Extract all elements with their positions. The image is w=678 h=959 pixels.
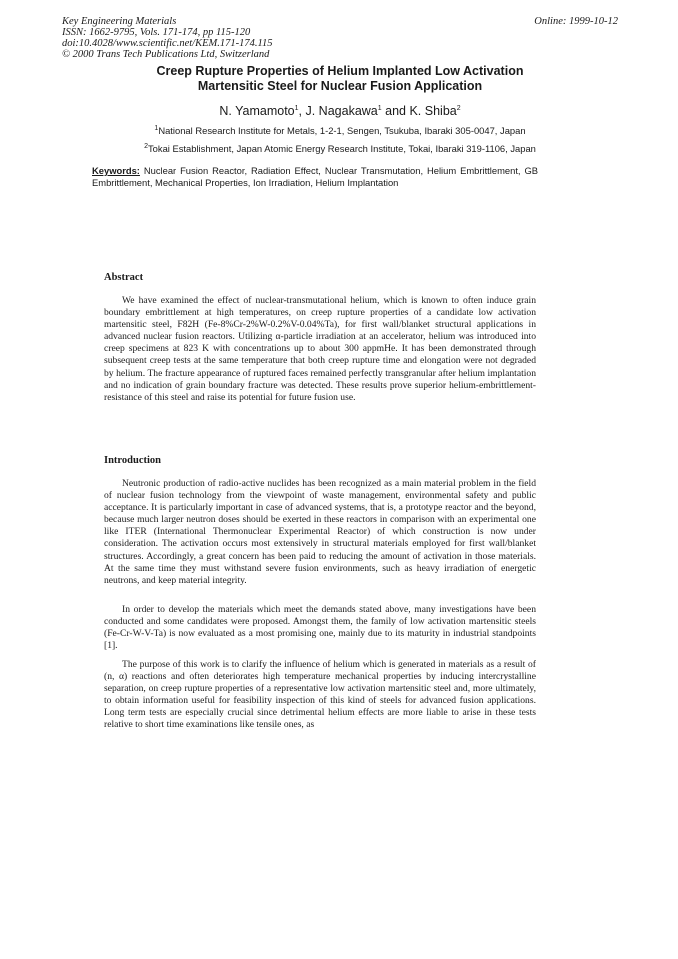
author-separator-2: and [381, 104, 410, 118]
journal-header [62, 16, 618, 60]
author-3: K. Shiba [409, 104, 457, 118]
online-date: Online: 1999-10-12 [534, 16, 618, 27]
author-1-affiliation-mark: 1 [294, 104, 299, 112]
abstract-body [104, 295, 536, 404]
author-2: J. Nagakawa [305, 104, 378, 118]
author-list [62, 104, 618, 119]
copyright-line: © 2000 Trans Tech Publications Ltd, Switzerland [62, 49, 270, 60]
affiliation-2-mark: 2 [144, 142, 148, 150]
doi-line: doi:10.4028/www.scientific.net/KEM.171-174.115 [62, 38, 273, 49]
introduction-paragraph-2-text: In order to develop the materials which meet the demands stated above, many investigations have been conducted and some candidates were proposed. Amongst them, the family of low activation martensitic steels (Fe-Cr-W-V-Ta) is now evaluated as a most promising one, mainly due to its maturity in industrial standpoints [1]. [104, 604, 536, 652]
abstract-heading: Abstract [104, 272, 144, 283]
introduction-paragraph-3 [104, 659, 536, 732]
introduction-heading: Introduction [104, 455, 161, 466]
keywords [92, 165, 538, 188]
author-separator-1: , [298, 104, 306, 118]
title-line-2: Martensitic Steel for Nuclear Fusion Application [197, 79, 483, 93]
affiliation-2 [62, 143, 618, 154]
affiliation-2-text: Tokai Establishment, Japan Atomic Energy Research Institute, Tokai, Ibaraki 319-1106, Japan [148, 143, 536, 154]
keywords-label: Keywords: [92, 165, 140, 176]
title-line-1: Creep Rupture Properties of Helium Implanted Low Activation [156, 64, 524, 78]
affiliation-1 [62, 125, 618, 136]
journal-name: Key Engineering Materials [62, 16, 177, 27]
abstract-text: We have examined the effect of nuclear-transmutational helium, which is known to often induce grain boundary embrittlement at high temperatures, on creep rupture properties of a candidate low activation martensitic steel, F82H (Fe-8%Cr-2%W-0.2%V-0.04%Ta), for first wall/blanket structural applications in advanced nuclear fusion reactors. Utilizing α-particle irradiation at an accelerator, helium was introduced into creep specimens at 823 K with concentrations up to about 300 appmHe. It has been demonstrated through subsequent creep tests at the same temperature that both creep rupture time and elongation were not degraded by helium. The fracture appearance of ruptured faces remained perfectly transgranular after helium implantation and no indication of grain boundary fracture was detected. These results prove superior helium-embrittlement-resistance of this steel and raise its potential for future fusion use. [104, 295, 536, 403]
introduction-paragraph-1 [104, 478, 536, 587]
paper-title [62, 64, 618, 94]
introduction-paragraph-2 [104, 604, 536, 652]
author-3-affiliation-mark: 2 [456, 104, 461, 112]
affiliation-1-mark: 1 [154, 124, 159, 132]
author-1: N. Yamamoto [219, 104, 295, 118]
author-2-affiliation-mark: 1 [377, 104, 382, 112]
introduction-paragraph-3-text: The purpose of this work is to clarify the influence of helium which is generated in materials as a result of (n, α) reactions and often deteriorates high temperature mechanical properties by inducing intercrystalline separation, on creep rupture properties of a representative low activation martensitic steel and, more ultimately, to obtain information useful for feasibility inspection of this kind of steels for advanced fusion applications. Long term tests are especially crucial since detrimental helium effects are more liable to arise in these tests relative to short time examinations like tensile ones, as [104, 659, 536, 731]
keywords-text: Nuclear Fusion Reactor, Radiation Effect, Nuclear Transmutation, Helium Embrittlement, GB Embrittlement, Mechanical Properties, Ion Irradiation, Helium Implantation [92, 165, 538, 188]
affiliation-1-text: National Research Institute for Metals, 1-2-1, Sengen, Tsukuba, Ibaraki 305-0047, Japan [158, 125, 526, 136]
issn-line: ISSN: 1662-9795, Vols. 171-174, pp 115-120 [62, 27, 251, 38]
introduction-paragraph-1-text: Neutronic production of radio-active nuclides has been recognized as a main material problem in the field of nuclear fusion technology from the viewpoint of waste management, environmental safety and public acceptance. It is particularly important in case of advanced systems, that is, a prototype reactor and the beyond, because much larger neutron doses should be exerted in these reactors in comparison with an experimental one like ITER (International Thermonuclear Experimental Reactor) of which construction is now under consideration. The activation occurs most extensively in structural materials employed for first wall/blanket structures. Accordingly, a great concern has been paid to reducing the amount of activation in those materials. At the same time they must withstand severe fusion environments, such as heavy irradiation of energetic neutrons, and keep material integrity. [104, 478, 536, 586]
